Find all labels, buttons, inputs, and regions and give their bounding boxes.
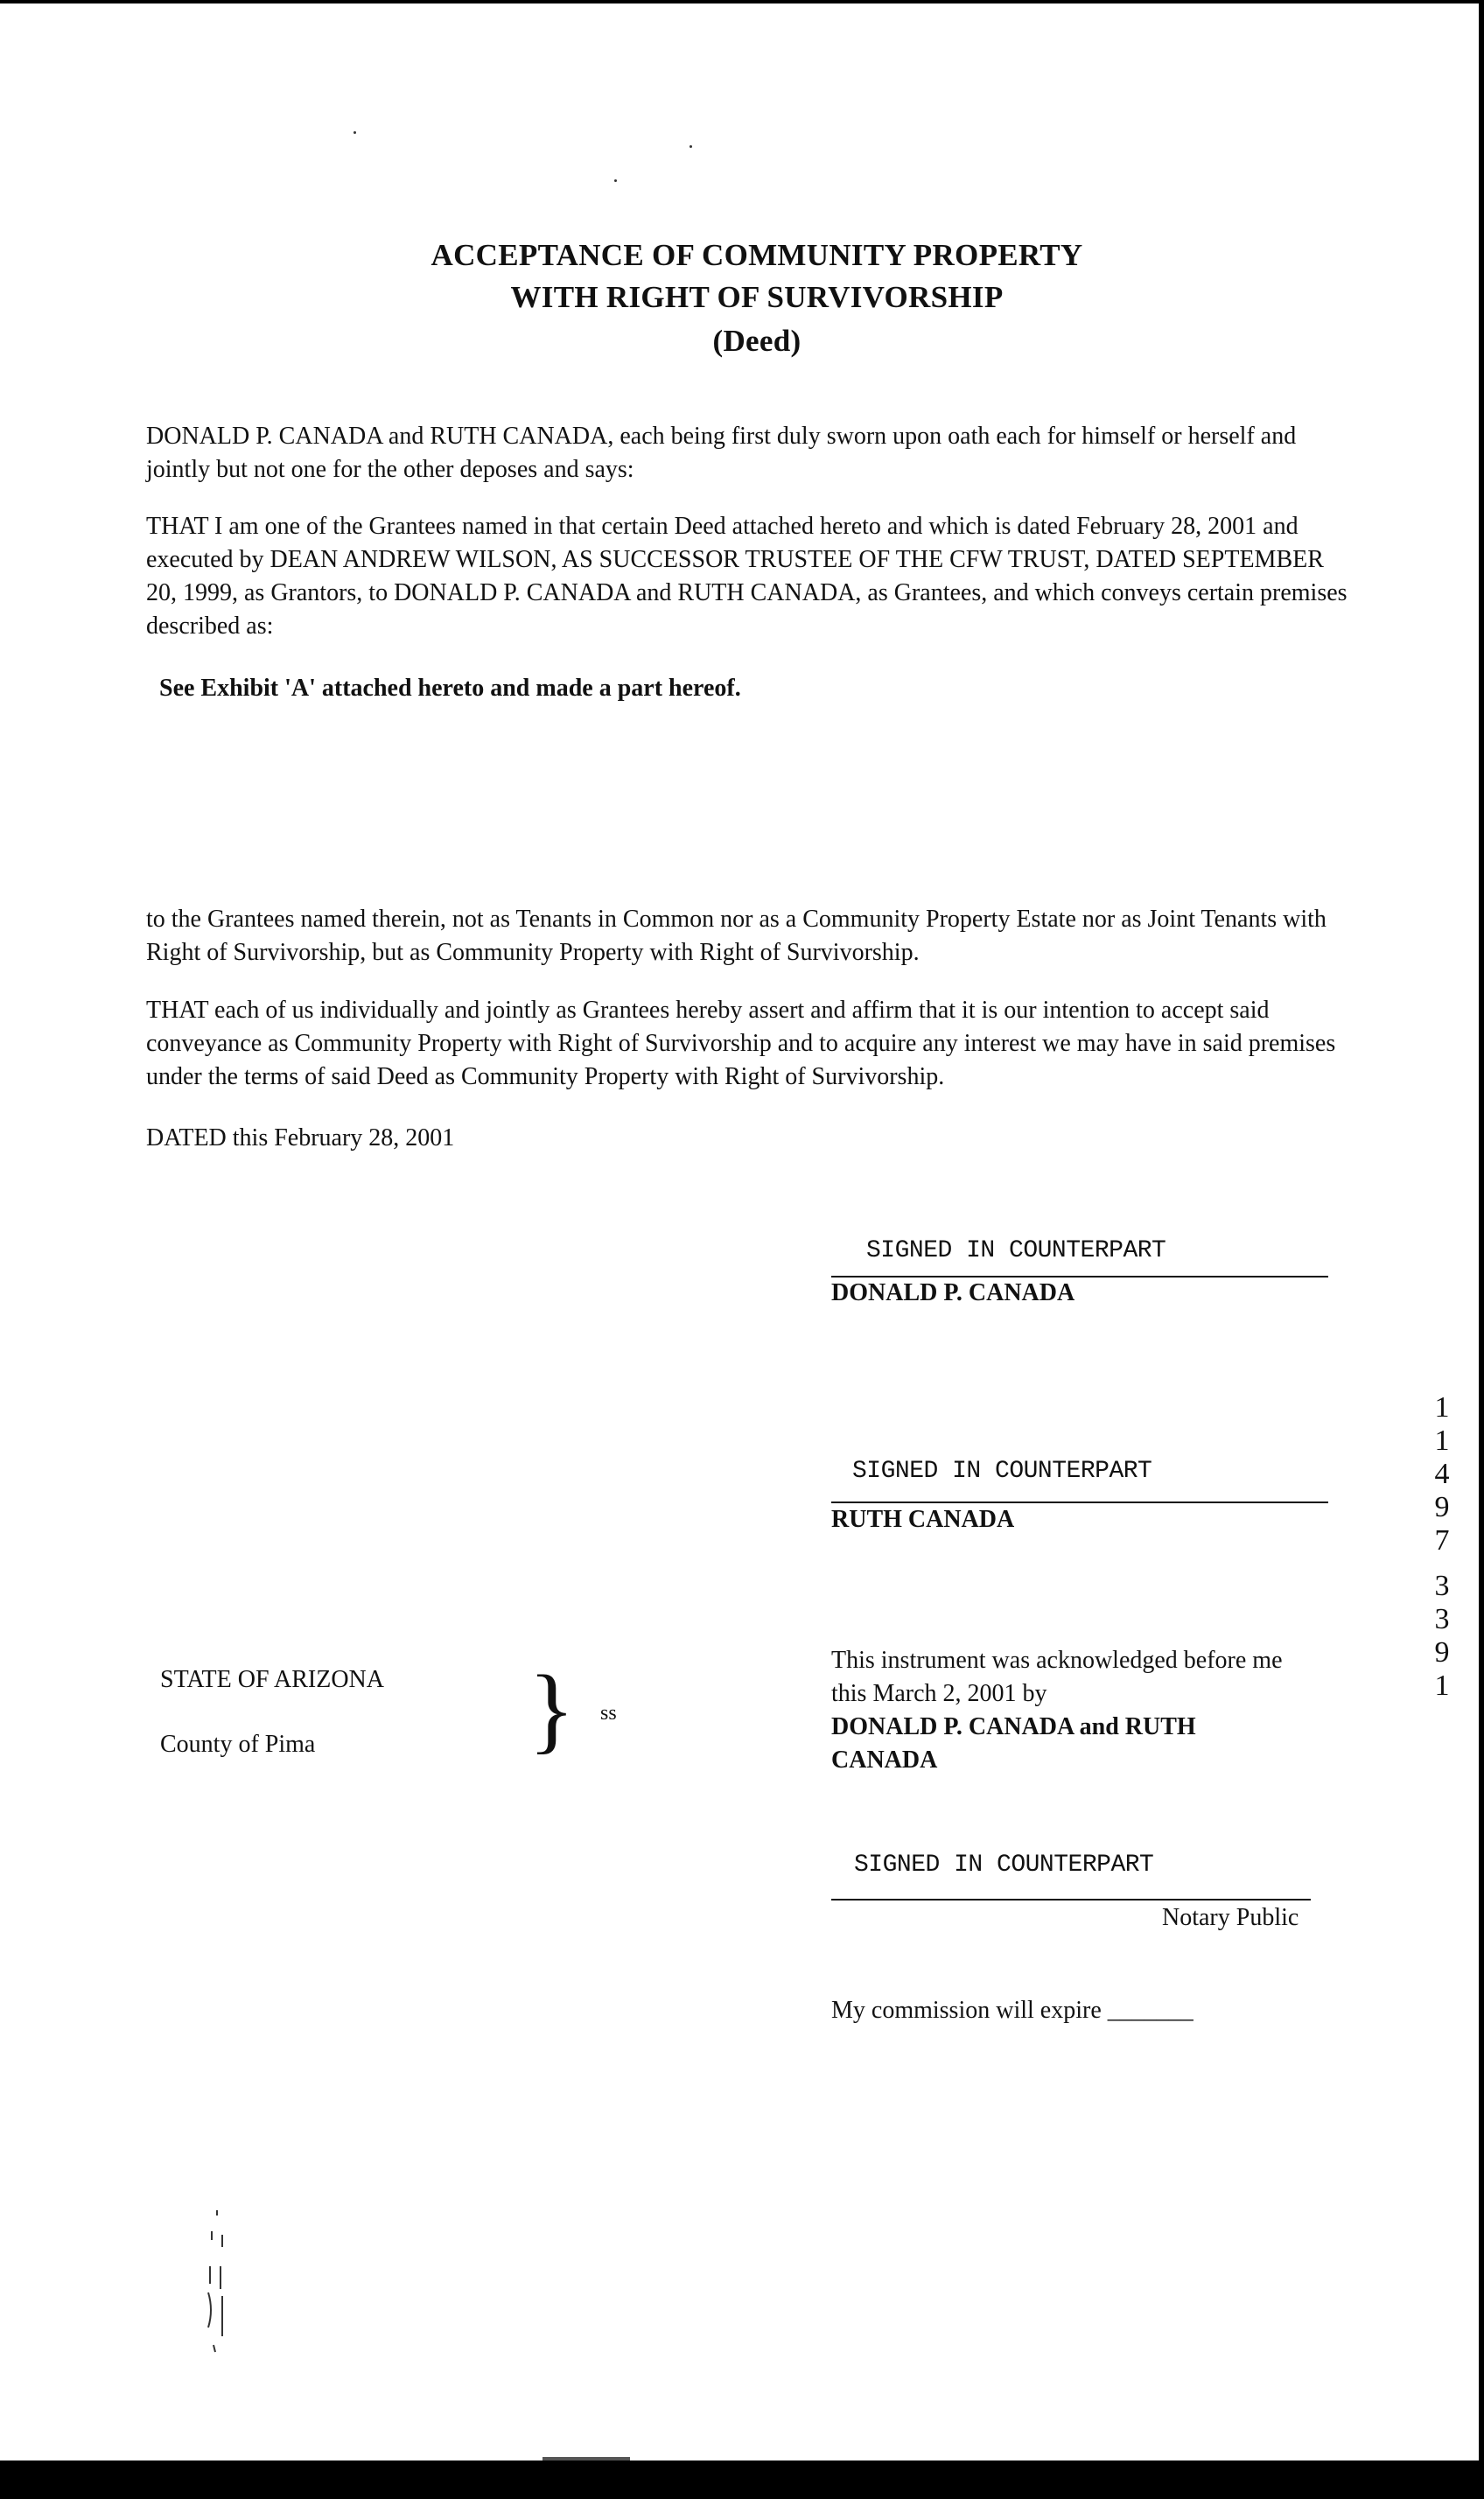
affidavit-intro: DONALD P. CANADA and RUTH CANADA, each being first duly sworn upon oath each for himself or herself and jointly but not one for the other deposes and says: bbox=[146, 423, 1297, 483]
recording-number-digit: 1 bbox=[1434, 1391, 1450, 1424]
scan-speck bbox=[690, 145, 692, 148]
document-title-line1: ACCEPTANCE OF COMMUNITY PROPERTY bbox=[430, 238, 1083, 272]
recording-number-digit: 4 bbox=[1434, 1458, 1450, 1490]
document-title-line2: WITH RIGHT OF SURVIVORSHIP bbox=[510, 280, 1004, 314]
signature-line-ruth bbox=[831, 1502, 1328, 1503]
recording-number-digit: 1 bbox=[1434, 1424, 1450, 1457]
scan-edge-bottom bbox=[0, 2460, 1484, 2499]
signature-stamp-donald: SIGNED IN COUNTERPART bbox=[866, 1237, 1166, 1264]
scan-edge-right bbox=[1479, 0, 1484, 2499]
acknowledged-names-line2: CANADA bbox=[831, 1746, 938, 1774]
dated-line: DATED this February 28, 2001 bbox=[146, 1124, 455, 1152]
notary-signature-stamp: SIGNED IN COUNTERPART bbox=[854, 1852, 1154, 1879]
scan-speck bbox=[354, 131, 356, 134]
venue-brace: } bbox=[528, 1656, 575, 1762]
signer-name-donald: DONALD P. CANADA bbox=[831, 1279, 1075, 1306]
notary-signature-line bbox=[831, 1899, 1311, 1900]
recording-number-digit: 9 bbox=[1434, 1491, 1450, 1523]
recording-number-digit: 3 bbox=[1434, 1570, 1450, 1602]
recording-number-digit: 3 bbox=[1434, 1603, 1450, 1635]
document-title-line3: (Deed) bbox=[712, 324, 802, 358]
scan-mark-icon bbox=[200, 2205, 234, 2362]
commission-expiry-line: My commission will expire _______ bbox=[831, 1997, 1194, 2024]
venue-state: STATE OF ARIZONA bbox=[160, 1666, 384, 1693]
signature-stamp-ruth: SIGNED IN COUNTERPART bbox=[852, 1458, 1152, 1485]
acknowledgement-line2: this March 2, 2001 by bbox=[831, 1680, 1047, 1707]
scan-edge-top bbox=[0, 0, 1484, 4]
recording-number-digit: 7 bbox=[1434, 1524, 1450, 1557]
venue-county: County of Pima bbox=[160, 1731, 316, 1758]
notary-public-label: Notary Public bbox=[1162, 1904, 1299, 1931]
acknowledgement-line1: This instrument was acknowledged before me bbox=[831, 1647, 1283, 1674]
grantee-statement: THAT I am one of the Grantees named in that certain Deed attached hereto and which is dated February 28, 2001 and executed by DEAN ANDREW WILSON, AS SUCCESSOR TRUSTEE OF THE CFW TRUST, DATED SEPTEMBER 20, 1999, as Grantors, to DONALD P. CANADA and RUTH CANADA, as Grantees, and which conveys certain premises described as: bbox=[146, 513, 1348, 640]
acknowledged-names-line1: DONALD P. CANADA and RUTH bbox=[831, 1713, 1196, 1740]
recording-number-digit: 1 bbox=[1434, 1670, 1450, 1702]
scan-speck bbox=[614, 179, 617, 182]
scan-smudge bbox=[542, 2457, 630, 2460]
tenancy-statement: to the Grantees named therein, not as Tenants in Common nor as a Community Property Estate nor as Joint Tenants with Right of Survivorship, but as Community Property with Right of Survivorship. bbox=[146, 906, 1326, 966]
venue-ss: ss bbox=[600, 1702, 617, 1725]
signer-name-ruth: RUTH CANADA bbox=[831, 1506, 1015, 1533]
recording-number-digit: 9 bbox=[1434, 1636, 1450, 1669]
intention-statement: THAT each of us individually and jointly as Grantees hereby assert and affirm that it is our intention to accept said conveyance as Community Property with Right of Survivorship and to acquire any interest we may have in said premises under the terms of said Deed as Community Property with Right of Survivorship. bbox=[146, 997, 1336, 1090]
exhibit-reference: See Exhibit 'A' attached hereto and made a part hereof. bbox=[159, 675, 741, 702]
